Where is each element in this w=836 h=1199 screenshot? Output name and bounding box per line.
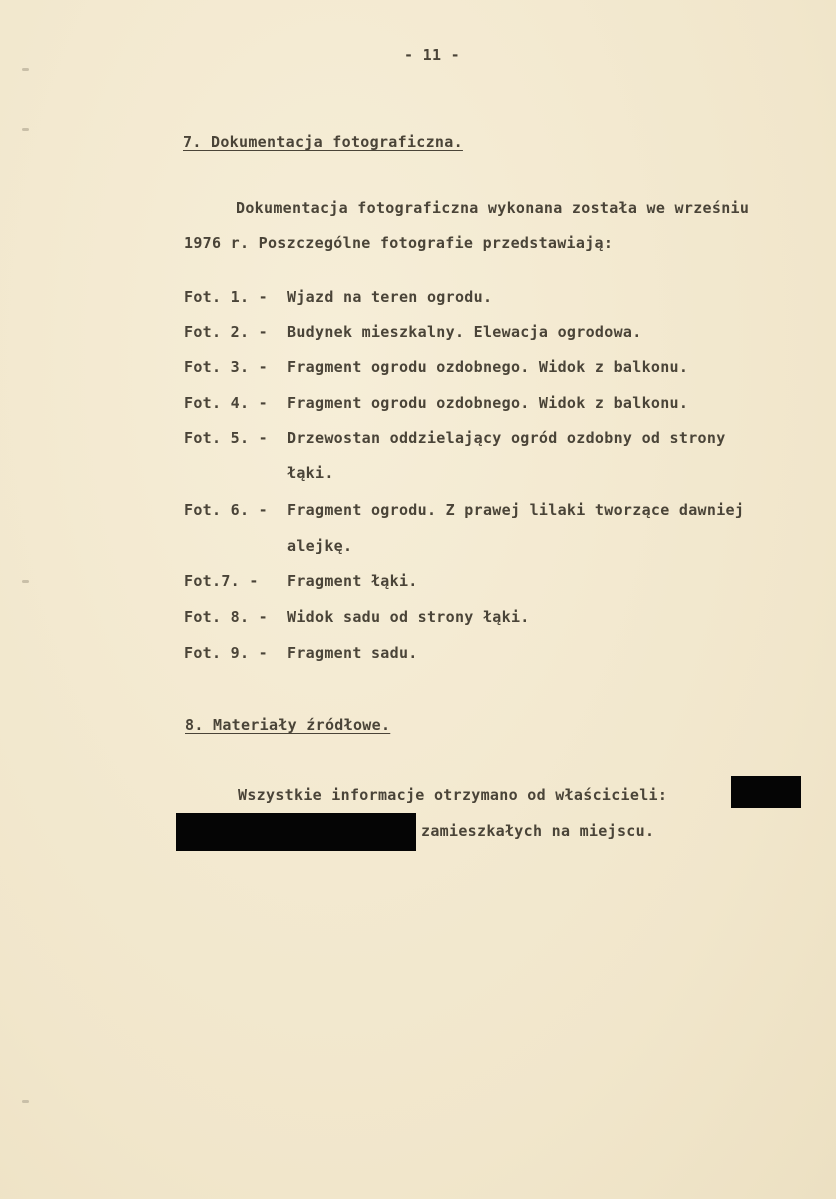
photo-label: Fot.7. - bbox=[184, 572, 259, 590]
photo-description: Budynek mieszkalny. Elewacja ogrodowa. bbox=[287, 323, 642, 341]
section-7-intro-line-1: Dokumentacja fotograficzna wykonana została we wrześniu bbox=[236, 199, 750, 217]
photo-label: Fot. 2. - bbox=[184, 323, 268, 341]
redaction-box bbox=[176, 813, 416, 851]
punch-mark bbox=[22, 580, 29, 583]
redaction-box bbox=[731, 776, 801, 808]
photo-label: Fot. 5. - bbox=[184, 429, 268, 447]
punch-mark bbox=[22, 128, 29, 131]
photo-description: Fragment sadu. bbox=[287, 644, 418, 662]
punch-mark bbox=[22, 1100, 29, 1103]
photo-description-continued: łąki. bbox=[287, 464, 334, 482]
photo-label: Fot. 4. - bbox=[184, 394, 268, 412]
photo-label: Fot. 8. - bbox=[184, 608, 268, 626]
photo-label: Fot. 1. - bbox=[184, 288, 268, 306]
punch-mark bbox=[22, 68, 29, 71]
page-number: - 11 - bbox=[404, 46, 460, 64]
section-8-heading: 8. Materiały źródłowe. bbox=[185, 716, 391, 734]
photo-description: Drzewostan oddzielający ogród ozdobny od strony bbox=[287, 429, 726, 447]
photo-description: Widok sadu od strony łąki. bbox=[287, 608, 530, 626]
photo-description: Fragment łąki. bbox=[287, 572, 418, 590]
photo-label: Fot. 9. - bbox=[184, 644, 268, 662]
section-7-intro-line-2: 1976 r. Poszczególne fotografie przedstawiają: bbox=[184, 234, 614, 252]
photo-description: Fragment ogrodu ozdobnego. Widok z balkonu. bbox=[287, 394, 689, 412]
section-8-line-2: zamieszkałych na miejscu. bbox=[421, 822, 655, 840]
photo-description: Fragment ogrodu. Z prawej lilaki tworzące dawniej bbox=[287, 501, 745, 519]
photo-label: Fot. 6. - bbox=[184, 501, 268, 519]
section-7-heading: 7. Dokumentacja fotograficzna. bbox=[183, 133, 463, 151]
photo-label: Fot. 3. - bbox=[184, 358, 268, 376]
photo-description-continued: alejkę. bbox=[287, 537, 353, 555]
photo-description: Fragment ogrodu ozdobnego. Widok z balkonu. bbox=[287, 358, 689, 376]
photo-description: Wjazd na teren ogrodu. bbox=[287, 288, 493, 306]
section-8-line-1: Wszystkie informacje otrzymano od właścicieli: bbox=[238, 786, 668, 804]
